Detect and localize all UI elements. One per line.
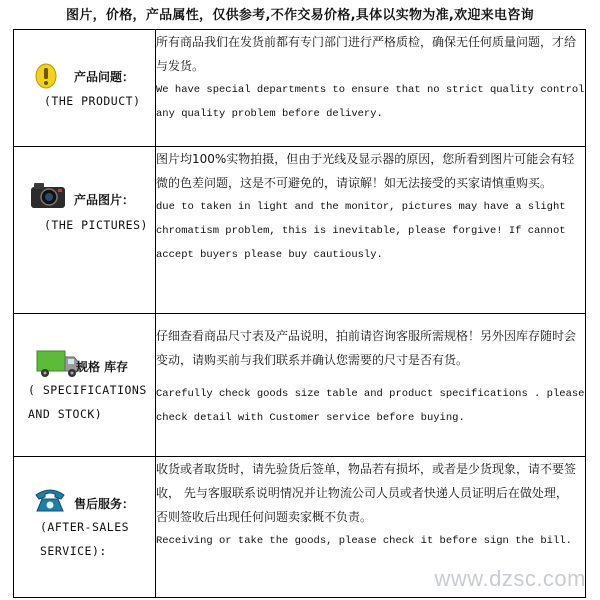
row-label-cn: 产品图片： bbox=[74, 193, 135, 207]
page-title: 图片，价格，产品属性，仅供参考,不作交易价格,具体以实物为准,欢迎来电咨询 bbox=[66, 8, 534, 23]
table-row bbox=[14, 30, 586, 147]
row-text-en: Carefully check goods size table and product specifications . please check detail with Customer service before buying. bbox=[156, 388, 585, 424]
row-content-cell bbox=[156, 147, 586, 314]
row-text-cn: 仔细查看商品尺寸表及产品说明，拍前请咨询客服所需规格！另外因库存随时会变动，请购买前与我们联系并确认您需要的尺寸是否有货。 bbox=[156, 329, 577, 367]
row-text-cn: 收货或者取货时，请先验货后签单，物品若有损坏，或者是少货现象，请不要签收， 先与客服联系说明情况并让物流公司人员或者快递人员证明后在做处理，否则签收后出现任何问题卖家概不负责。 bbox=[156, 462, 577, 524]
row-label-en: (THE PRODUCT) bbox=[44, 94, 141, 108]
info-table bbox=[13, 29, 586, 598]
row-content-cell bbox=[156, 314, 586, 457]
camera-icon bbox=[30, 181, 66, 209]
row-label-en: (AFTER-SALES SERVICE): bbox=[40, 520, 130, 558]
row-text-en: We have special departments to ensure that no strict quality control any quality problem before delivery. bbox=[156, 84, 585, 120]
row-label-cell bbox=[14, 457, 156, 598]
row-text-en: due to taken in light and the monitor, pictures may have a slight chromatism problem, this is inevitable, please forgive! If cannot accept buyers please buy cautiously. bbox=[156, 201, 566, 261]
row-text-en: Receiving or take the goods, please check it before sign the bill. bbox=[156, 535, 572, 547]
row-label-en: ( SPECIFICATIONS AND STOCK) bbox=[28, 383, 147, 421]
row-label-en: (THE PICTURES) bbox=[44, 218, 148, 232]
row-text-cn: 图片均100%实物拍摄，但由于光线及显示器的原因，您所看到图片可能会有轻微的色差问题，这是不可避免的，请谅解！如无法接受的买家请慎重购买。 bbox=[156, 152, 575, 190]
row-content-cell bbox=[156, 30, 586, 147]
row-text-cn: 所有商品我们在发货前都有专门部门进行严格质检，确保无任何质量问题，才给与发货。 bbox=[156, 35, 577, 73]
telephone-icon bbox=[34, 487, 66, 513]
table-row bbox=[14, 314, 586, 457]
row-label-cell bbox=[14, 147, 156, 314]
exclamation-icon bbox=[35, 63, 57, 89]
table-row bbox=[14, 147, 586, 314]
watermark: www.dzsc.com bbox=[434, 566, 586, 591]
row-label-cn: 产品问题： bbox=[74, 70, 135, 84]
row-label-cn: 售后服务： bbox=[74, 497, 135, 511]
row-label-cn: 规格 库存 bbox=[76, 360, 129, 374]
row-label-cell bbox=[14, 30, 156, 147]
row-label-cell bbox=[14, 314, 156, 457]
